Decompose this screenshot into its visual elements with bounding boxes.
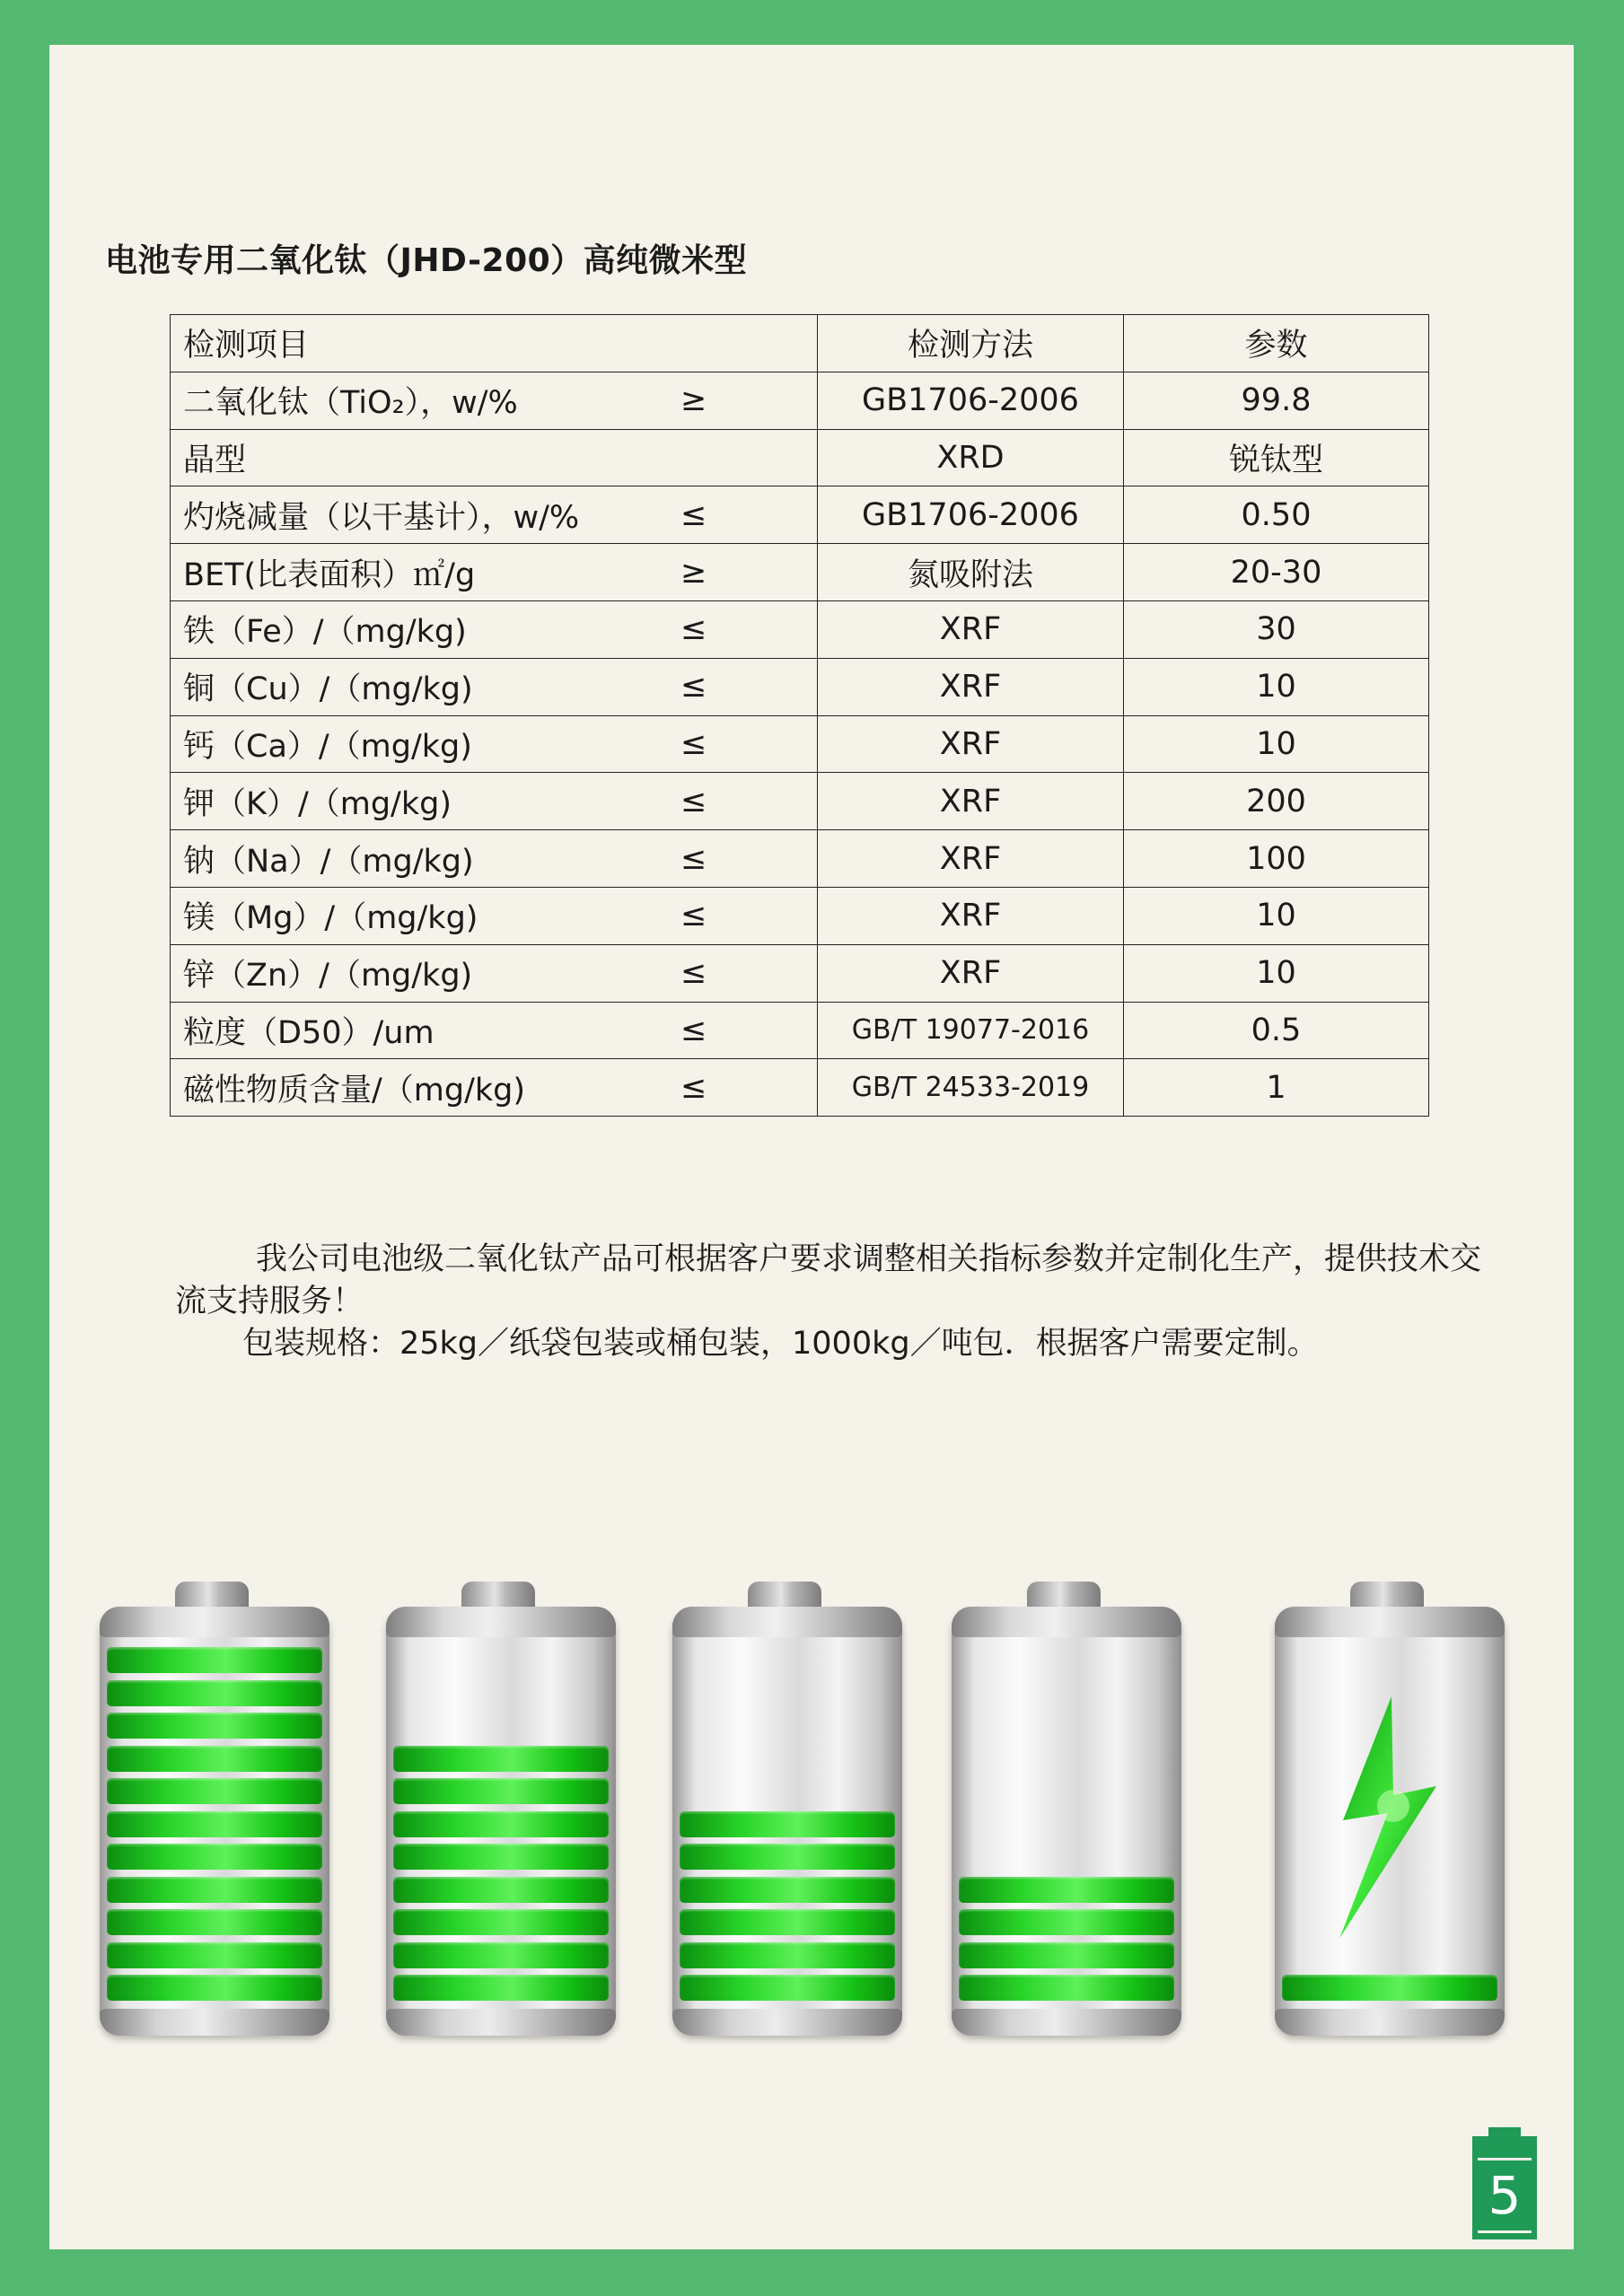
charge-bar — [393, 1811, 609, 1837]
row-method: XRF — [818, 658, 1124, 715]
battery-icon — [386, 1580, 616, 2037]
row-method: XRF — [818, 773, 1124, 830]
row-value: 99.8 — [1124, 372, 1429, 429]
battery-rim-bottom — [1275, 2009, 1505, 2036]
page-sheet — [49, 45, 1574, 2249]
battery-body — [952, 1607, 1181, 2034]
row-item: 晶型 — [183, 442, 247, 478]
row-value: 200 — [1124, 773, 1429, 830]
table-row — [171, 486, 1429, 544]
charge-bar — [393, 1746, 609, 1772]
table-row — [171, 773, 1429, 830]
row-value: 1 — [1124, 1059, 1429, 1117]
table-row — [171, 715, 1429, 773]
row-symbol: ≥ — [680, 554, 707, 591]
charge-bar — [107, 1975, 322, 2001]
battery-rim-top — [672, 1607, 902, 1637]
charge-bar — [107, 1909, 322, 1935]
table-row — [171, 658, 1429, 715]
charge-bar — [107, 1713, 322, 1739]
row-value: 20-30 — [1124, 544, 1429, 601]
charge-bar — [680, 1877, 895, 1903]
charge-bar — [393, 1975, 609, 2001]
charge-bar — [393, 1778, 609, 1804]
row-method: XRF — [818, 887, 1124, 944]
row-symbol: ≥ — [680, 382, 707, 419]
table-row — [171, 429, 1429, 486]
charge-bar — [107, 1844, 322, 1870]
row-symbol: ≤ — [680, 1069, 707, 1106]
spec-table — [170, 314, 1429, 1117]
battery-icon — [672, 1580, 902, 2037]
row-method: 氮吸附法 — [818, 544, 1124, 601]
lightning-bolt-icon — [1336, 1696, 1444, 1939]
charge-bar — [959, 1942, 1174, 1968]
header-item: 检测项目 — [183, 328, 310, 364]
row-value: 30 — [1124, 600, 1429, 658]
battery-icon — [952, 1580, 1181, 2037]
battery-illustration — [112, 1580, 1584, 2046]
row-symbol: ≤ — [680, 955, 707, 992]
battery-rim-top — [100, 1607, 329, 1637]
row-method: XRF — [818, 600, 1124, 658]
row-symbol: ≤ — [680, 898, 707, 934]
header-value: 参数 — [1124, 315, 1429, 372]
charge-bar — [393, 1942, 609, 1968]
row-value: 10 — [1124, 887, 1429, 944]
table-row — [171, 1059, 1429, 1117]
table-row — [171, 372, 1429, 429]
battery-rim-top — [952, 1607, 1181, 1637]
row-item: 铜（Cu）/（mg/kg) — [183, 671, 473, 708]
header-item-cell — [171, 315, 818, 372]
page-number-badge — [1472, 2127, 1537, 2239]
charge-bar — [393, 1909, 609, 1935]
row-symbol: ≤ — [680, 669, 707, 705]
row-item: 二氧化钛（TiO₂），w/% — [183, 385, 518, 422]
charge-bar — [680, 1942, 895, 1968]
battery-rim-bottom — [952, 2009, 1181, 2036]
page-number: 5 — [1478, 2158, 1532, 2233]
row-symbol: ≤ — [680, 840, 707, 877]
table-row — [171, 887, 1429, 944]
row-item: 钠（Na）/（mg/kg) — [183, 843, 474, 880]
row-item: 钙（Ca）/（mg/kg) — [183, 728, 472, 765]
row-item: 磁性物质含量/（mg/kg) — [183, 1072, 526, 1109]
charge-bar — [107, 1746, 322, 1772]
table-row — [171, 600, 1429, 658]
row-method: GB/T 24533-2019 — [818, 1059, 1124, 1117]
row-method: GB/T 19077-2016 — [818, 1002, 1124, 1059]
description-text — [175, 1239, 1486, 1365]
charge-bar — [107, 1680, 322, 1706]
row-method: XRF — [818, 944, 1124, 1002]
charge-bar — [1282, 1975, 1497, 2001]
charge-bar — [680, 1844, 895, 1870]
row-value: 10 — [1124, 715, 1429, 773]
row-symbol: ≤ — [680, 496, 707, 533]
row-value: 10 — [1124, 658, 1429, 715]
table-row — [171, 944, 1429, 1002]
charge-bar — [959, 1877, 1174, 1903]
charge-bar — [107, 1942, 322, 1968]
battery-icon — [100, 1580, 329, 2037]
row-value: 0.50 — [1124, 486, 1429, 544]
document-title: 电池专用二氧化钛（JHD-200）高纯微米型 — [105, 242, 748, 279]
charge-bar — [107, 1877, 322, 1903]
badge-battery-icon — [1472, 2136, 1537, 2239]
row-item: 铁（Fe）/（mg/kg) — [183, 614, 467, 651]
row-item: 粒度（D50）/um — [183, 1014, 435, 1051]
charge-bar — [393, 1877, 609, 1903]
row-method: XRD — [818, 429, 1124, 486]
charge-bar — [107, 1647, 322, 1673]
battery-rim-top — [1275, 1607, 1505, 1637]
charge-bar — [680, 1811, 895, 1837]
row-item: BET(比表面积）㎡/g — [183, 556, 476, 593]
row-item: 锌（Zn）/（mg/kg) — [183, 958, 473, 995]
battery-rim-bottom — [100, 2009, 329, 2036]
charge-bar — [680, 1909, 895, 1935]
row-method: XRF — [818, 715, 1124, 773]
row-item: 钾（K）/（mg/kg) — [183, 785, 452, 822]
table-row — [171, 830, 1429, 888]
row-value: 100 — [1124, 830, 1429, 888]
charge-bar — [959, 1909, 1174, 1935]
row-symbol: ≤ — [680, 611, 707, 648]
row-item: 灼烧减量（以干基计），w/% — [183, 499, 580, 536]
row-method: GB1706-2006 — [818, 486, 1124, 544]
row-symbol: ≤ — [680, 1012, 707, 1048]
row-value: 锐钛型 — [1124, 429, 1429, 486]
battery-rim-bottom — [672, 2009, 902, 2036]
row-method: GB1706-2006 — [818, 372, 1124, 429]
row-value: 10 — [1124, 944, 1429, 1002]
charge-bar — [107, 1778, 322, 1804]
service-paragraph: 我公司电池级二氧化钛产品可根据客户要求调整相关指标参数并定制化生产，提供技术交流支持服务！ — [175, 1241, 1482, 1319]
row-value: 0.5 — [1124, 1002, 1429, 1059]
charge-bar — [959, 1975, 1174, 2001]
table-row — [171, 544, 1429, 601]
battery-icon — [1275, 1580, 1505, 2037]
row-item: 镁（Mg）/（mg/kg) — [183, 900, 478, 937]
battery-rim-bottom — [386, 2009, 616, 2036]
row-symbol: ≤ — [680, 725, 707, 762]
table-header-row — [171, 315, 1429, 372]
row-symbol: ≤ — [680, 783, 707, 819]
header-method: 检测方法 — [818, 315, 1124, 372]
battery-rim-top — [386, 1607, 616, 1637]
row-method: XRF — [818, 830, 1124, 888]
table-row — [171, 1002, 1429, 1059]
charge-bar — [393, 1844, 609, 1870]
charge-bar — [680, 1975, 895, 2001]
charge-bar — [107, 1811, 322, 1837]
packaging-paragraph: 包装规格：25kg／纸袋包装或桶包装，1000kg／吨包．根据客户需要定制。 — [242, 1326, 1319, 1362]
